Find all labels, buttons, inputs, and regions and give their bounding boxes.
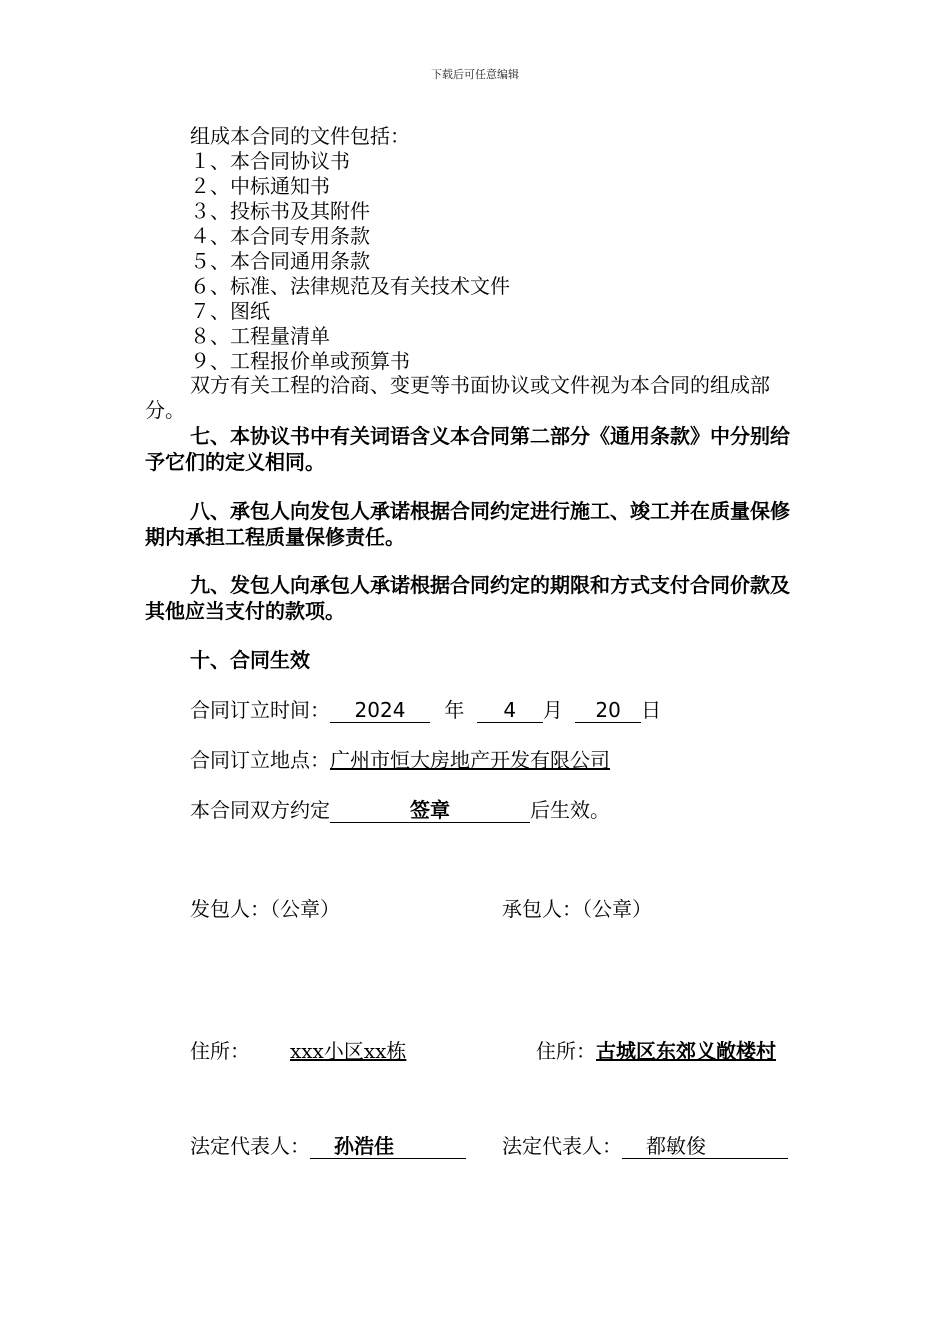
- document-item: ７、图纸: [190, 299, 270, 323]
- effect-suffix: 后生效。: [530, 798, 610, 822]
- employer-seal: 发包人：（公章）: [190, 897, 340, 921]
- clause-10-title: 十、合同生效: [190, 648, 310, 672]
- clause-8: 八、承包人向发包人承诺根据合同约定进行施工、竣工并在质量保修期内承担工程质量保修责任。: [145, 499, 790, 549]
- contractor-address-label: 住所：: [536, 1039, 596, 1063]
- document-item: １、本合同协议书: [190, 149, 350, 173]
- date-month: 4: [477, 698, 543, 723]
- employer-rep-value: 孙浩佳: [310, 1134, 466, 1159]
- clause-7: 七、本协议书中有关词语含义本合同第二部分《通用条款》中分别给予它们的定义相同。: [145, 424, 790, 474]
- date-year: 2024: [330, 698, 430, 723]
- document-item: ９、工程报价单或预算书: [190, 349, 410, 373]
- document-item: ６、标准、法律规范及有关技术文件: [190, 274, 510, 298]
- employer-address: [190, 1038, 406, 1064]
- document-item: ５、本合同通用条款: [190, 249, 370, 273]
- document-item: ２、中标通知书: [190, 174, 330, 198]
- employer-address-value: xxx小区xx栋: [290, 1039, 407, 1063]
- employer-representative: [190, 1133, 466, 1159]
- contractor-rep-label: 法定代表人：: [502, 1134, 622, 1158]
- contract-date: [190, 697, 661, 723]
- contractor-rep-value: 都敏俊: [622, 1134, 788, 1159]
- contract-place: [190, 747, 610, 773]
- contract-effect: [190, 797, 610, 823]
- documents-intro: 组成本合同的文件包括：: [190, 124, 410, 148]
- effect-prefix: 本合同双方约定: [190, 798, 330, 822]
- place-label: 合同订立地点：: [190, 748, 330, 772]
- contractor-address: [536, 1038, 776, 1064]
- date-label: 合同订立时间：: [190, 698, 330, 722]
- month-unit: 月: [542, 698, 563, 722]
- place-value: 广州市恒大房地产开发有限公司: [330, 748, 610, 772]
- document-item: ４、本合同专用条款: [190, 224, 370, 248]
- documents-note: 双方有关工程的洽商、变更等书面协议或文件视为本合同的组成部分。: [145, 373, 770, 422]
- contractor-address-value: 古城区东郊义敞楼村: [596, 1039, 776, 1063]
- year-unit: 年: [444, 698, 465, 722]
- contractor-seal: 承包人：（公章）: [502, 897, 652, 921]
- document-item: ８、工程量清单: [190, 324, 330, 348]
- document-item: ３、投标书及其附件: [190, 199, 370, 223]
- employer-address-label: 住所：: [190, 1039, 250, 1063]
- employer-rep-label: 法定代表人：: [190, 1134, 310, 1158]
- date-day: 20: [575, 698, 641, 723]
- effect-value: 签章: [330, 798, 530, 823]
- clause-9: 九、发包人向承包人承诺根据合同约定的期限和方式支付合同价款及其他应当支付的款项。: [145, 573, 790, 623]
- page-header: 下载后可任意编辑: [431, 68, 519, 81]
- contractor-representative: [502, 1133, 788, 1159]
- day-unit: 日: [641, 698, 662, 722]
